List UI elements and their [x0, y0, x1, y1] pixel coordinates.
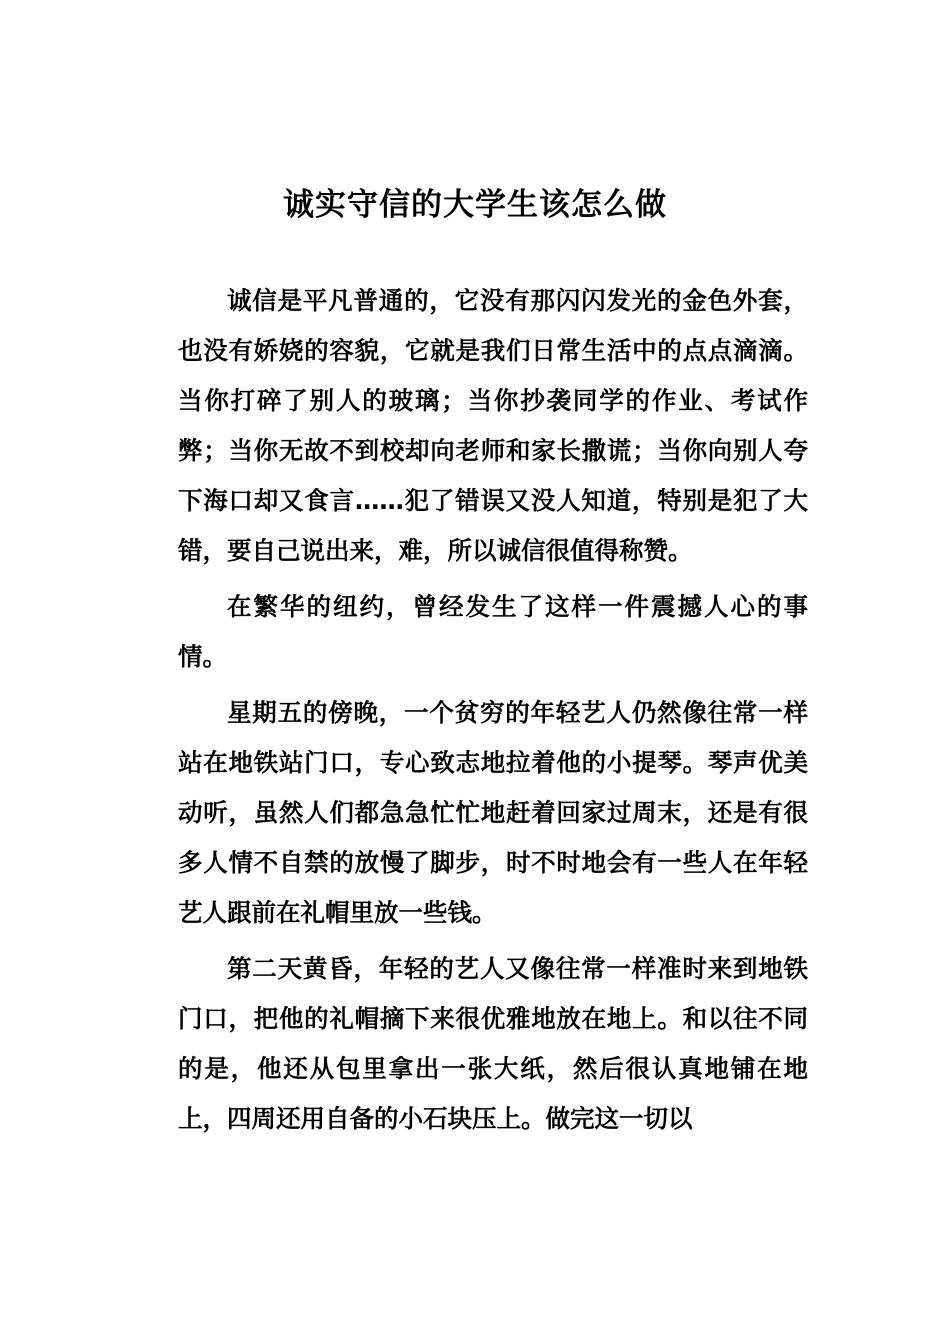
- paragraph: 诚信是平凡普通的，它没有那闪闪发光的金色外套，也没有娇娆的容貌，它就是我们日常生活中的点点滴滴。当你打碎了别人的玻璃；当你抄袭同学的作业、考试作弊；当你无故不到校却向老师和家长撒谎；当你向别人夸下海口却又食言……犯了错误又没人知道，特别是犯了大错，要自己说出来，难，所以诚信很值得称赞。: [178, 286, 808, 565]
- document-title: 诚实守信的大学生该怎么做: [283, 187, 667, 223]
- paragraph: 在繁华的纽约，曾经发生了这样一件震撼人心的事情。: [178, 592, 808, 671]
- paragraph: 第二天黄昏，年轻的艺人又像往常一样准时来到地铁门口，把他的礼帽摘下来很优雅地放在地上。和以往不同的是，他还从包里拿出一张大纸，然后很认真地铺在地上，四周还用自备的小石块压上。做完这一切以: [178, 954, 808, 1133]
- document-body: [178, 276, 808, 1150]
- paragraph: 星期五的傍晚，一个贫穷的年轻艺人仍然像往常一样站在地铁站门口，专心致志地拉着他的小提琴。琴声优美动听，虽然人们都急急忙忙地赶着回家过周末，还是有很多人情不自禁的放慢了脚步，时不时地会有一些人在年轻艺人跟前在礼帽里放一些钱。: [178, 698, 808, 927]
